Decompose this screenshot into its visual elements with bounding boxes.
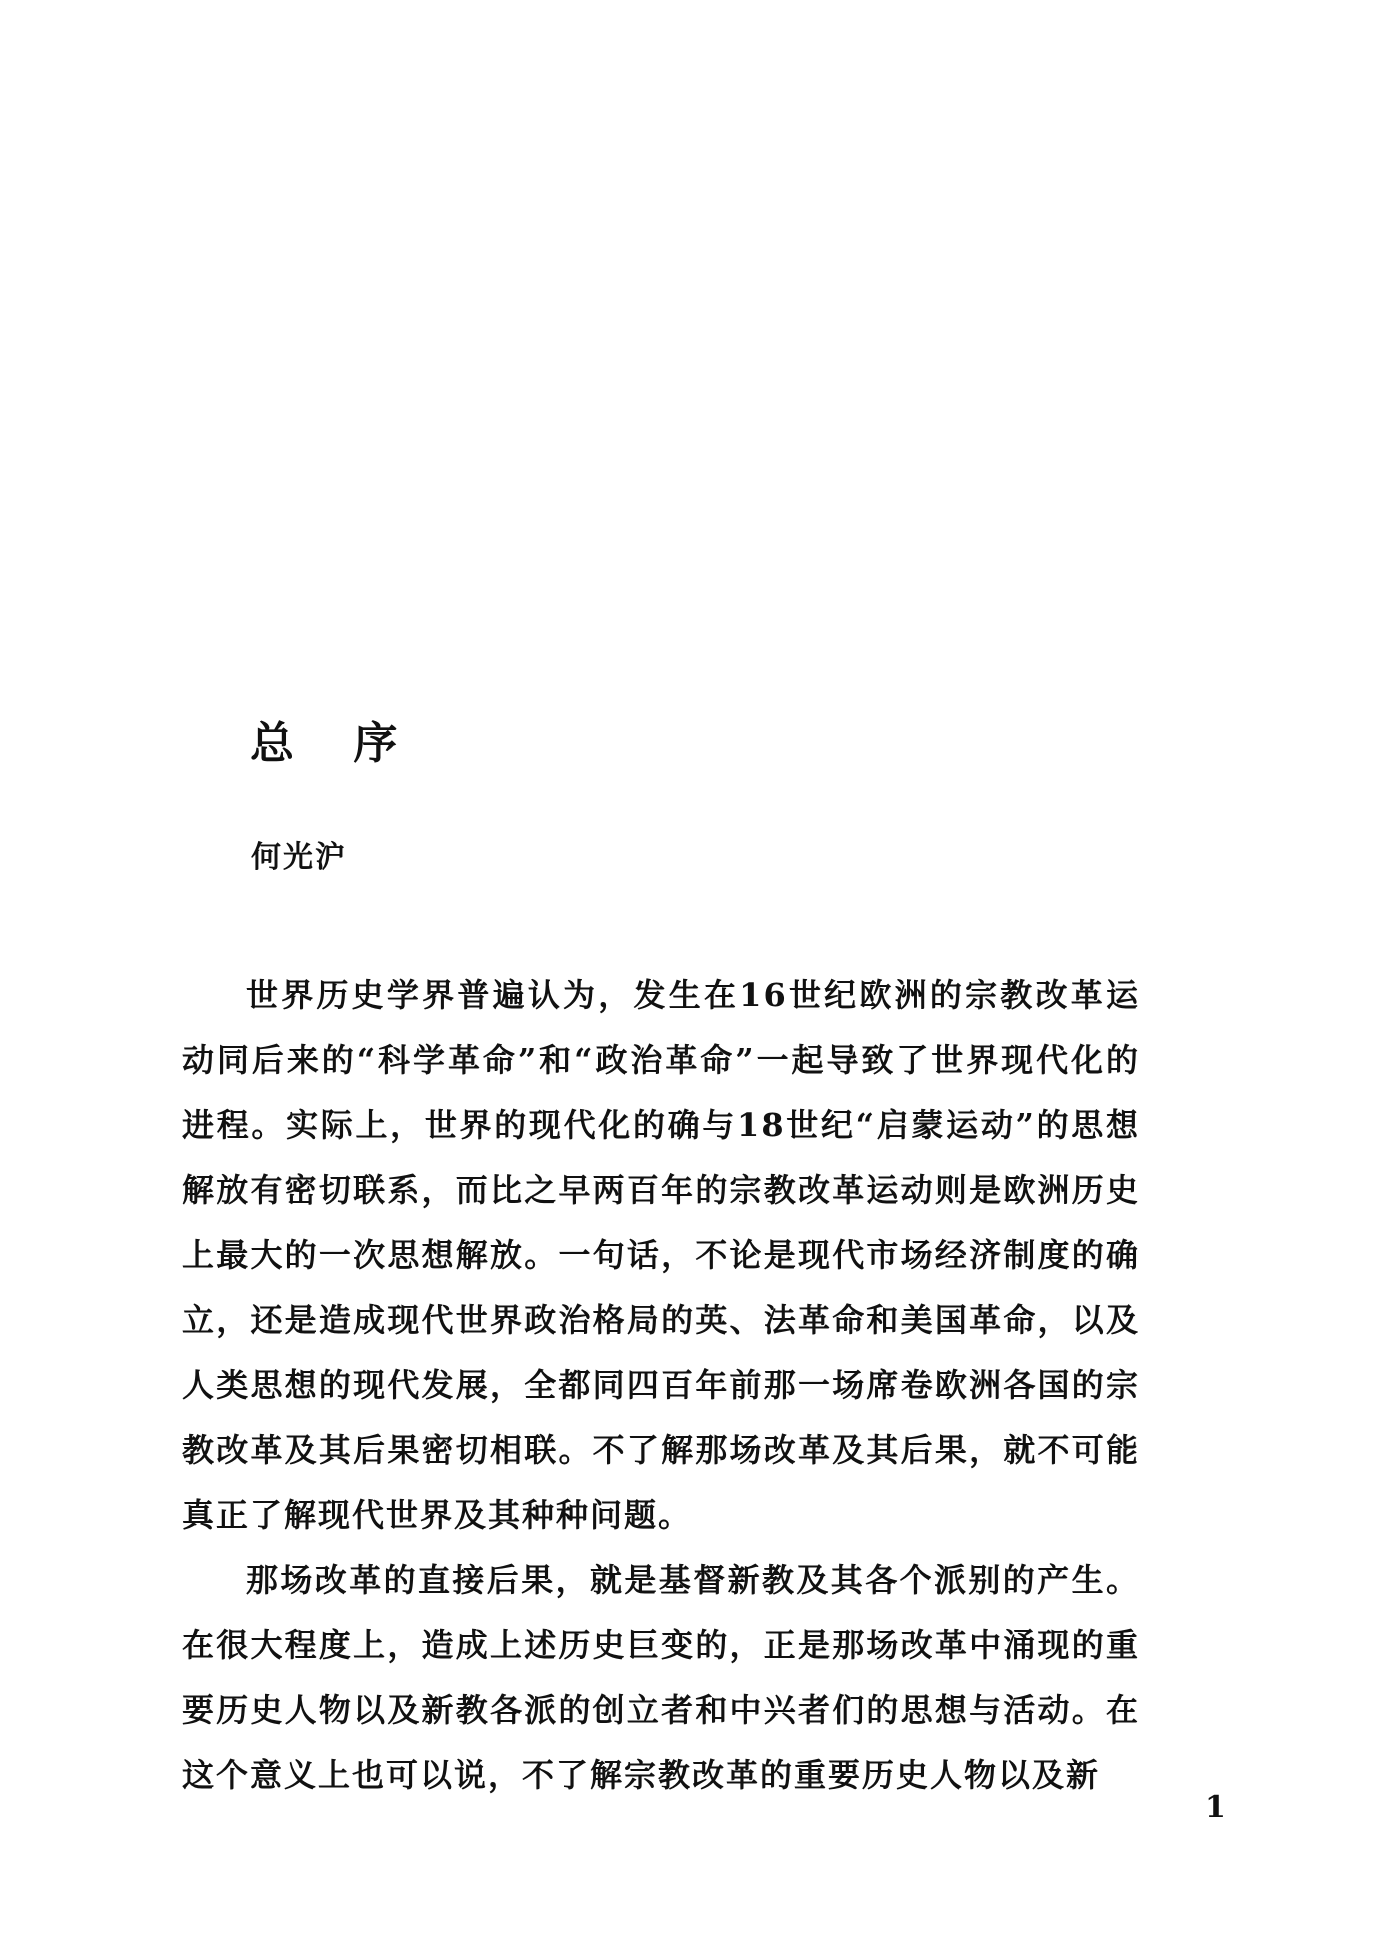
body-text [182,963,1140,1808]
author-name: 何光沪 [251,840,347,875]
page-number: 1 [1205,1790,1226,1825]
page-title: 总 序 [250,718,420,769]
paragraph-2: 那场改革的直接后果，就是基督新教及其各个派别的产生。在很大程度上，造成上述历史巨变的，正是那场改革中涌现的重要历史人物以及新教各派的创立者和中兴者们的思想与活动。在这个意义上也可以说，不了解宗教改革的重要历史人物以及新 [182,1561,1140,1794]
paragraph-1: 世界历史学界普遍认为，发生在16世纪欧洲的宗教改革运动同后来的“科学革命”和“政治革命”一起导致了世界现代化的进程。实际上，世界的现代化的确与18世纪“启蒙运动”的思想解放有密切联系，而比之早两百年的宗教改革运动则是欧洲历史上最大的一次思想解放。一句话，不论是现代市场经济制度的确立，还是造成现代世界政治格局的英、法革命和美国革命，以及人类思想的现代发展，全都同四百年前那一场席卷欧洲各国的宗教改革及其后果密切相联。不了解那场改革及其后果，就不可能真正了解现代世界及其种种问题。 [182,976,1140,1534]
